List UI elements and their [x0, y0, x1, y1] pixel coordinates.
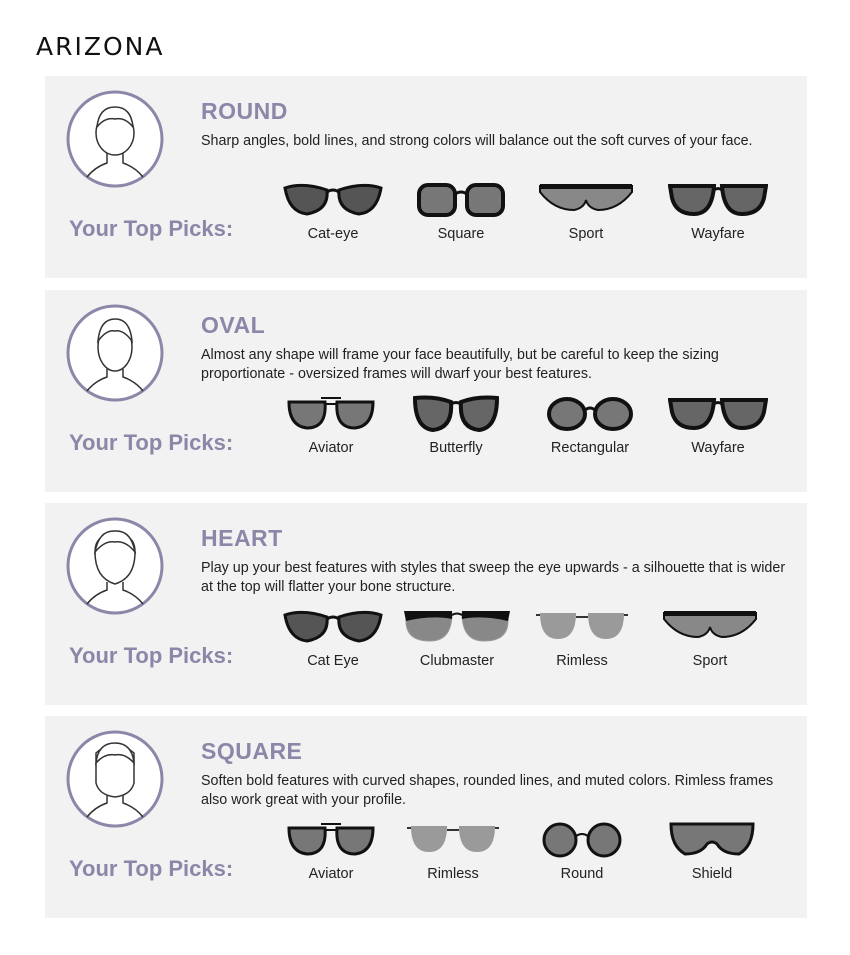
top-picks-label: Your Top Picks:	[69, 643, 234, 668]
pick-aviator	[266, 394, 396, 480]
clubmaster-glasses-icon	[402, 607, 512, 647]
pick-label: Cat-eye	[307, 226, 359, 242]
pick-shield	[647, 820, 777, 906]
pick-cat-eye	[268, 607, 398, 693]
pick-label: Rectangular	[550, 440, 630, 456]
pick-label: Rimless	[427, 866, 479, 882]
aviator-glasses-icon	[285, 820, 377, 860]
pick-label: Square	[437, 226, 485, 242]
face-description: Almost any shape will frame your face beautifully, but be careful to keep the sizing proportionate - oversized frames will dwarf your best features.	[201, 347, 719, 382]
shield-glasses-icon	[667, 820, 757, 860]
face-description: Play up your best features with styles that sweep the eye upwards - a silhouette that is wider at the top will flatter your bone structure.	[201, 560, 786, 595]
face-card-round	[45, 76, 807, 278]
face-description: Soften bold features with curved shapes, rounded lines, and muted colors. Rimless frames also work great with your profile.	[201, 773, 774, 808]
round-face-icon	[65, 89, 165, 189]
pick-rectangular	[525, 394, 655, 480]
pick-round	[517, 820, 647, 906]
face-card-oval	[45, 290, 807, 492]
round-glasses-icon	[540, 820, 624, 860]
pick-cat-eye	[268, 180, 398, 266]
wayfare-glasses-icon	[668, 394, 768, 434]
square-face-icon	[65, 729, 165, 829]
pick-clubmaster	[392, 607, 522, 693]
top-picks-label: Your Top Picks:	[69, 216, 234, 241]
wayfare-glasses-icon	[668, 180, 768, 220]
face-title: OVAL	[201, 312, 266, 338]
pick-label: Wayfare	[691, 226, 745, 242]
square-glasses-icon	[416, 180, 506, 220]
pick-label: Round	[560, 866, 604, 882]
pick-sport	[645, 607, 775, 693]
face-card-square	[45, 716, 807, 918]
pick-rimless	[517, 607, 647, 693]
top-picks-label: Your Top Picks:	[69, 430, 234, 455]
pick-butterfly	[391, 394, 521, 480]
pick-wayfare	[653, 180, 783, 266]
rectangular-glasses-icon	[545, 394, 635, 434]
pick-label: Cat Eye	[307, 653, 359, 669]
pick-aviator	[266, 820, 396, 906]
face-card-heart	[45, 503, 807, 705]
pick-label: Rimless	[556, 653, 608, 669]
face-title: SQUARE	[201, 738, 303, 764]
pick-label: Aviator	[308, 866, 354, 882]
cat-eye-glasses-icon	[283, 180, 383, 220]
pick-label: Aviator	[308, 440, 354, 456]
aviator-glasses-icon	[285, 394, 377, 434]
face-title: HEART	[201, 525, 283, 551]
pick-square	[396, 180, 526, 266]
pick-label: Clubmaster	[419, 653, 495, 669]
rimless-glasses-icon	[536, 607, 628, 647]
pick-label: Shield	[691, 866, 733, 882]
rimless-glasses-icon	[407, 820, 499, 860]
pick-sport	[521, 180, 651, 266]
sport-glasses-icon	[662, 607, 758, 647]
face-description: Sharp angles, bold lines, and strong colors will balance out the soft curves of your face.	[201, 133, 753, 149]
pick-wayfare	[653, 394, 783, 480]
butterfly-glasses-icon	[411, 394, 501, 434]
sport-glasses-icon	[538, 180, 634, 220]
pick-label: Wayfare	[691, 440, 745, 456]
top-picks-label: Your Top Picks:	[69, 856, 234, 881]
oval-face-icon	[65, 303, 165, 403]
pick-label: Sport	[568, 226, 604, 242]
heart-face-icon	[65, 516, 165, 616]
pick-label: Butterfly	[429, 440, 483, 456]
pick-rimless	[388, 820, 518, 906]
cat-eye-glasses-icon	[283, 607, 383, 647]
pick-label: Sport	[692, 653, 728, 669]
face-title: ROUND	[201, 98, 288, 124]
brand-logo: ARIZONA	[36, 32, 165, 61]
